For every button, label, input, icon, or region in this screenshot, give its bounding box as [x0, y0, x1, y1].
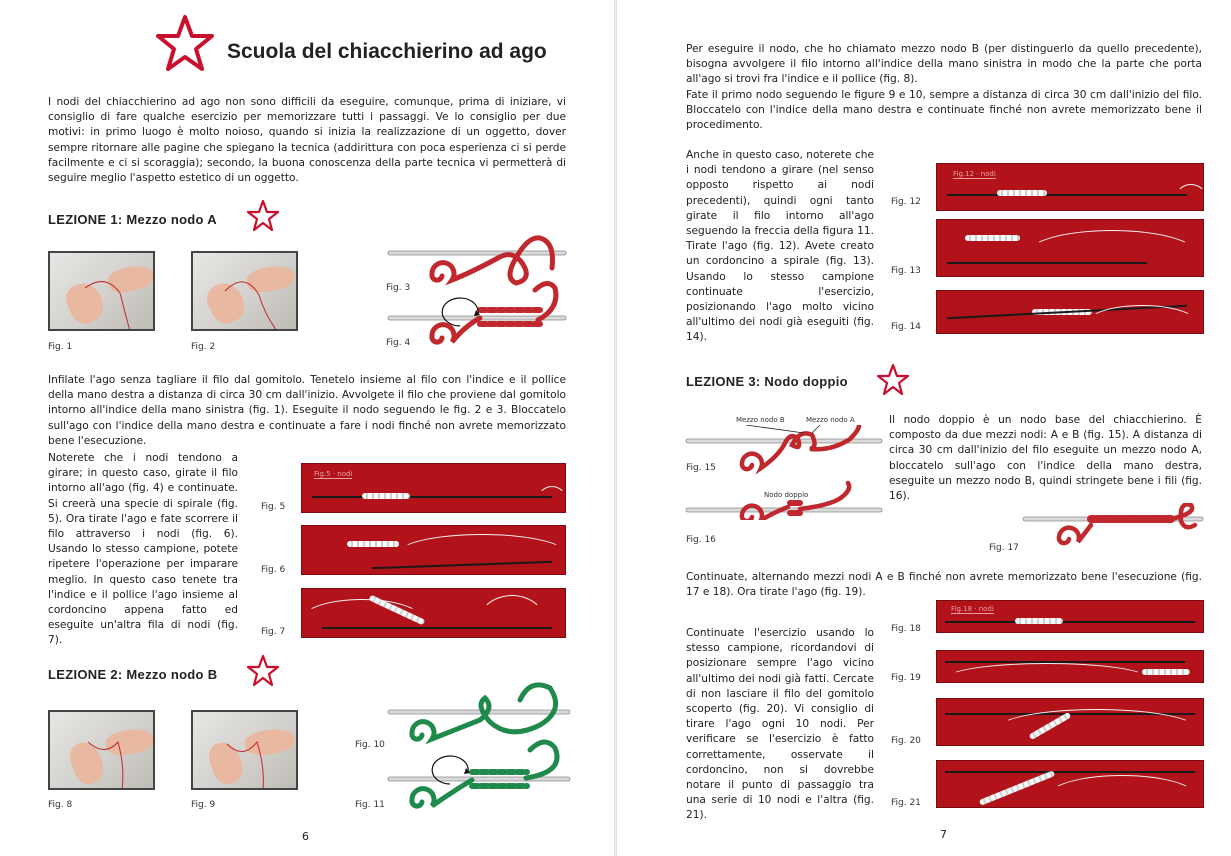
fig8-caption: Fig. 8	[48, 800, 73, 810]
thread-spiral-icon	[412, 685, 557, 806]
fig1-caption: Fig. 1	[48, 342, 73, 352]
fig10-fig11-diagram	[380, 680, 580, 820]
fig17-caption: Fig. 17	[989, 543, 1019, 553]
right-intro-paragraph-1: Per eseguire il nodo, che ho chiamato mezzo nodo B (per distinguerlo da quello precedente), bisogna avvolgere il filo intorno all'indice della mano sinistra in modo che la parte che porta all'ago si trovi fra l'indice e il pollice (fig. 8).	[686, 43, 1202, 86]
fig19-caption: Fig. 19	[891, 673, 921, 683]
lesson3-title: LEZIONE 3: Nodo doppio	[686, 374, 848, 389]
fig19-sample	[936, 650, 1204, 683]
fig14-sample	[936, 290, 1204, 334]
fig9-caption: Fig. 9	[191, 800, 216, 810]
lesson1-side-paragraph: Noterete che i nodi tendono a girare; in questo caso, girate il filo intorno all'ago (fig. 4) e continuate. Si creerà una specie di spirale (fig. 5). Ora tirate l'ago e fate scorrere il filo attraverso i nodi (fig. 6). Usando lo stesso campione, potete ripetere l'operazione per imparare meglio. In questo caso tenete tra l'indice e il pollice l'ago insieme al cordoncino appena fatto ed eseguite un'altra fila di nodi (fig. 7).	[48, 452, 238, 647]
fig8-photo	[48, 710, 155, 790]
star-icon	[245, 653, 281, 689]
fig13-sample	[936, 219, 1204, 277]
fig2-photo	[191, 251, 298, 331]
fig3-caption: Fig. 3	[386, 283, 411, 293]
page-number: 7	[940, 828, 947, 841]
fig16-caption: Fig. 16	[686, 535, 716, 545]
fig7-sample	[301, 588, 566, 638]
fig21-caption: Fig. 21	[891, 798, 921, 808]
fig12-sample: Fig.12 · nodi	[936, 163, 1204, 211]
fig6-caption: Fig. 6	[261, 565, 286, 575]
fig9-photo	[191, 710, 298, 790]
star-icon	[875, 362, 911, 398]
lesson1-paragraph: Infilate l'ago senza tagliare il filo dal gomitolo. Tenetelo insieme al filo con l'indice e il pollice della mano destra a distanza di circa 30 cm dall'inizio. Avvolgete il filo che proviene dal gomitolo intorno all'indice della mano sinistra (fig. 1). Eseguite il nodo seguendo le fig. 2 e 3. Bloccatelo sull'ago con l'indice della mano destra e continuate a fare i nodi finché non avrete memorizzato bene l'esecuzione.	[48, 374, 566, 447]
lesson3-paragraph: Il nodo doppio è un nodo base del chiacchierino. È composto da due mezzi nodi: A e B (fig. 15). A distanza di circa 30 cm dall'inizio del filo eseguite un mezzo nodo A, bloccatelo sull'ago con l'indice della mano destra, eseguite un mezzo nodo B, quindi stringete bene i fili (fig. 16).	[889, 414, 1202, 503]
lesson1-title: LEZIONE 1: Mezzo nodo A	[48, 212, 217, 227]
label-mezzo-nodo-a: Mezzo nodo A	[806, 416, 855, 424]
fig14-caption: Fig. 14	[891, 322, 921, 332]
lesson3-mid-paragraph: Continuate, alternando mezzi nodi A e B finché non avrete memorizzato bene l'esecuzione (fig. 17 e 18). Ora tirate l'ago (fig. 19).	[686, 571, 1202, 599]
intro-paragraph: I nodi del chiacchierino ad ago non sono difficili da eseguire, comunque, prima di iniziare, vi consiglio di fare qualche esercizio per memorizzare tutti i passaggi. Ve lo consiglio per due motivi: in primo luogo è molto noioso, quando si inizia la realizzazione di un oggetto, dover sempre ritornare alle pagine che spiegano la tecnica (addirittura con poca esperienza ci si perde facilmente e ci si scoraggia); secondo, la buona conoscenza della parte tecnica vi permetterà di seguire meglio l'aspetto estetico di un oggetto.	[48, 96, 566, 185]
label-mezzo-nodo-b: Mezzo nodo B	[736, 416, 785, 424]
star-icon	[155, 14, 215, 72]
fig18-caption: Fig. 18	[891, 624, 921, 634]
thread-spiral-icon	[1059, 504, 1195, 543]
right-intro-paragraph-2: Fate il primo nodo seguendo le figure 9 e 10, sempre a distanza di circa 30 cm dall'inizio del filo. Bloccatelo con l'indice della mano destra e continuate finché non avrete memorizzato bene il procedimento.	[686, 89, 1202, 132]
fig13-caption: Fig. 13	[891, 266, 921, 276]
left-page	[0, 0, 614, 856]
fig11-caption: Fig. 11	[355, 800, 385, 810]
page-title: Scuola del chiacchierino ad ago	[227, 40, 547, 63]
fig18-sample: Fig.18 · nodi	[936, 600, 1204, 633]
needle-icon	[686, 439, 882, 512]
right-page	[617, 0, 1231, 856]
fig21-sample	[936, 760, 1204, 808]
lesson2-side-paragraph: Anche in questo caso, noterete che i nodi tendono a girare (nel senso opposto rispetto ai nodi precedenti), quindi ogni tanto girate il filo intorno all'ago seguendo la freccia della figura 11. Tirate l'ago (fig. 12). Avete creato un cordoncino a spirale (fig. 13). Usando lo stesso campione continuate l'esercizio, posizionando l'ago molto vicino all'ultimo dei nodi già eseguiti (fig. 14).	[686, 149, 874, 344]
star-icon	[245, 198, 281, 234]
fig5-caption: Fig. 5	[261, 502, 286, 512]
fig17-diagram	[1019, 503, 1209, 553]
fig10-caption: Fig. 10	[355, 740, 385, 750]
fig5-sample: Fig.5 · nodi	[301, 463, 566, 513]
fig12-caption: Fig. 12	[891, 197, 921, 207]
label-nodo-doppio: Nodo doppio	[764, 491, 809, 499]
fig2-caption: Fig. 2	[191, 342, 216, 352]
fig15-caption: Fig. 15	[686, 463, 716, 473]
fig7-caption: Fig. 7	[261, 627, 286, 637]
fig1-photo	[48, 251, 155, 331]
fig20-caption: Fig. 20	[891, 736, 921, 746]
fig4-caption: Fig. 4	[386, 338, 411, 348]
fig20-sample	[936, 698, 1204, 746]
lesson3-bottom-paragraph: Continuate l'esercizio usando lo stesso campione, ricordandovi di posizionare sempre l'ago vicino all'ultimo dei nodi già fatti. Cercate di non lasciare il filo del gomitolo scoperto (fig. 20). Vi consiglio di tirare l'ago ogni 10 nodi. Per verificare se l'esercizio è fatto correttamente, osservate il cordoncino, non si dovrebbe notare il punto di passaggio tra una serie di 10 nodi e l'altra (fig. 21).	[686, 627, 874, 822]
page-number: 6	[302, 830, 309, 843]
fig6-sample	[301, 525, 566, 575]
lesson2-title: LEZIONE 2: Mezzo nodo B	[48, 667, 218, 682]
